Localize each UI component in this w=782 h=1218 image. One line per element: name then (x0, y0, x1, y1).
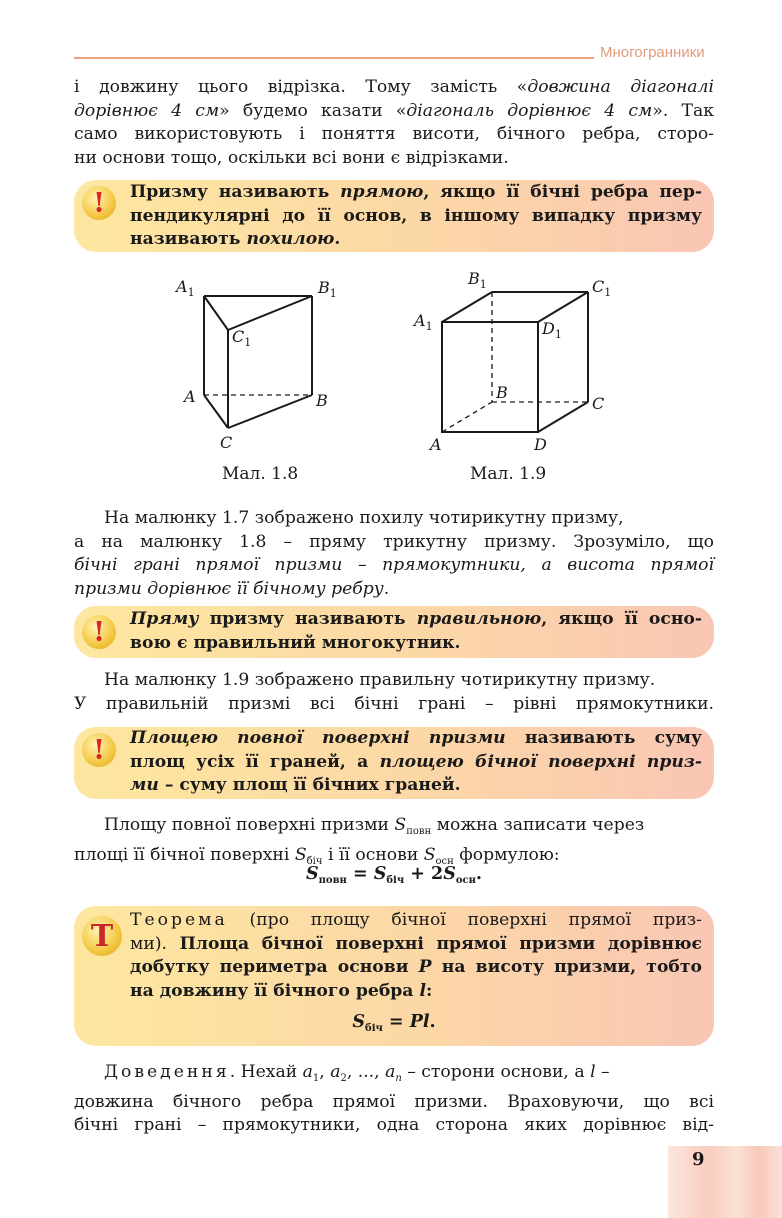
theorem-box (74, 906, 714, 1046)
header-rule (74, 57, 594, 59)
label-b: B (316, 391, 328, 410)
theorem-line1: Теорема (про площу бічної поверхні прямої приз- (130, 910, 702, 930)
para5-line1: Доведення. Нехай $a_1$, $a_2$, ..., $a_n$ – сторони основи, а l – (104, 1062, 610, 1084)
edge-a1c1 (204, 296, 228, 330)
label-b: B (496, 383, 508, 402)
para1-line4: ни основи тощо, оскільки всі вони є відрізками. (74, 147, 509, 168)
para5-line3: бічні грані – прямокутники, одна сторона яких дорівнює від- (74, 1115, 714, 1135)
definition-box-surface-area (74, 727, 714, 799)
theorem-line2: ми). Площа бічної поверхні прямої призми дорівнює (130, 933, 702, 954)
exclamation-icon: ! (82, 615, 116, 649)
formula-total-surface: $S_{повн} = S_{біч} + 2S_{осн}$. (305, 864, 483, 886)
edge-a1b1 (442, 292, 492, 322)
para2-line4: призми дорівнює її бічному ребру. (74, 578, 390, 599)
def2-line2: вою є правильний многокутник. (130, 632, 461, 653)
paragraph-intro (74, 76, 714, 170)
para4-line2: площі її бічної поверхні $S_{біч}$ і її основи $S_{осн}$ формулою: (74, 844, 560, 867)
para1-line2: дорівнює 4 см» будемо казати «діагональ дорівнює 4 см». Так (74, 100, 714, 121)
figure-1-9-regular-prism (410, 262, 620, 458)
para2-line2: а на малюнку 1.8 – пряму трикутну призму. Зрозуміло, що (74, 531, 714, 552)
theorem-line3: добутку периметра основи P на висоту призми, тобто (130, 957, 702, 977)
label-a1: $A_1$ (176, 277, 195, 299)
para2-line3: бічні грані прямої призми – прямокутники, а висота прямої (74, 555, 714, 575)
def1-line1: Призму називають прямою, якщо її бічні ребра пер- (130, 182, 702, 202)
edge-d1c1 (538, 292, 588, 322)
label-c: C (592, 394, 605, 413)
def2-line1: Пряму призму називають правильною, якщо її осно- (130, 609, 702, 629)
definition-text (130, 727, 702, 798)
theorem-formula: $S_{біч} = Pl$. (352, 1012, 436, 1034)
theorem-t-icon: T (82, 916, 122, 956)
paragraph-regular (74, 669, 714, 716)
def3-line1: Площею повної поверхні призми називають суму (130, 728, 702, 748)
para1-line3: само використовують і поняття висоти, бічного ребра, сторо- (74, 124, 714, 144)
def1-line3: називають похилою. (130, 229, 341, 249)
label-d: D (534, 435, 547, 454)
paragraph-proof (74, 1061, 714, 1138)
figure-1-8-triangular-prism (170, 268, 360, 458)
caption-fig-1-9: Мал. 1.9 (470, 464, 547, 484)
exclamation-icon: ! (82, 733, 116, 767)
para3-line2: У правильній призмі всі бічні грані – рівні прямокутники. (74, 693, 714, 714)
caption-fig-1-8: Мал. 1.8 (222, 464, 299, 484)
definition-box-right-prism (74, 180, 714, 252)
para1-line1: і довжину цього відрізка. Тому замість «довжина діагоналі (74, 77, 714, 97)
paragraph-prisms (74, 507, 714, 601)
definition-text (130, 181, 702, 252)
label-a: A (430, 435, 442, 454)
def1-line2: пендикулярні до її основ, в іншому випадку призму (130, 205, 702, 226)
label-a: A (184, 387, 196, 406)
para3-line1: На малюнку 1.9 зображено правильну чотирикутну призму. (104, 670, 656, 690)
theorem-text (130, 909, 702, 1003)
front-face (442, 322, 538, 432)
label-c1: $C_1$ (232, 327, 252, 349)
para2-line1: На малюнку 1.7 зображено похилу чотирикутну призму, (104, 508, 624, 528)
para4-line1: Площу повної поверхні призми $S_{повн}$ можна записати через (104, 815, 645, 837)
label-d1: $D_1$ (542, 319, 562, 341)
edge-dc (538, 402, 588, 432)
theorem-line4: на довжину її бічного ребра l: (130, 980, 433, 1001)
def3-line3: ми – суму площ її бічних граней. (130, 775, 461, 795)
page-number-band (668, 1146, 782, 1218)
def3-line2: площ усіх її граней, а площею бічної поверхні приз- (130, 751, 702, 772)
label-c1: $C_1$ (592, 277, 612, 299)
definition-box-regular-prism (74, 606, 714, 658)
definition-text (130, 608, 702, 655)
running-header: Многогранники (600, 44, 705, 61)
edge-b1c1 (228, 296, 312, 330)
label-a1: $A_1$ (414, 311, 433, 333)
edge-ab-hidden (442, 402, 492, 432)
edge-ac (204, 395, 228, 428)
edge-bc (228, 395, 312, 428)
page-number: 9 (692, 1149, 705, 1170)
label-b1: $B_1$ (468, 269, 487, 291)
label-b1: $B_1$ (318, 278, 337, 300)
exclamation-icon: ! (82, 186, 116, 220)
label-c: C (220, 433, 233, 452)
para5-line2: довжина бічного ребра прямої призми. Враховуючи, що всі (74, 1091, 714, 1112)
